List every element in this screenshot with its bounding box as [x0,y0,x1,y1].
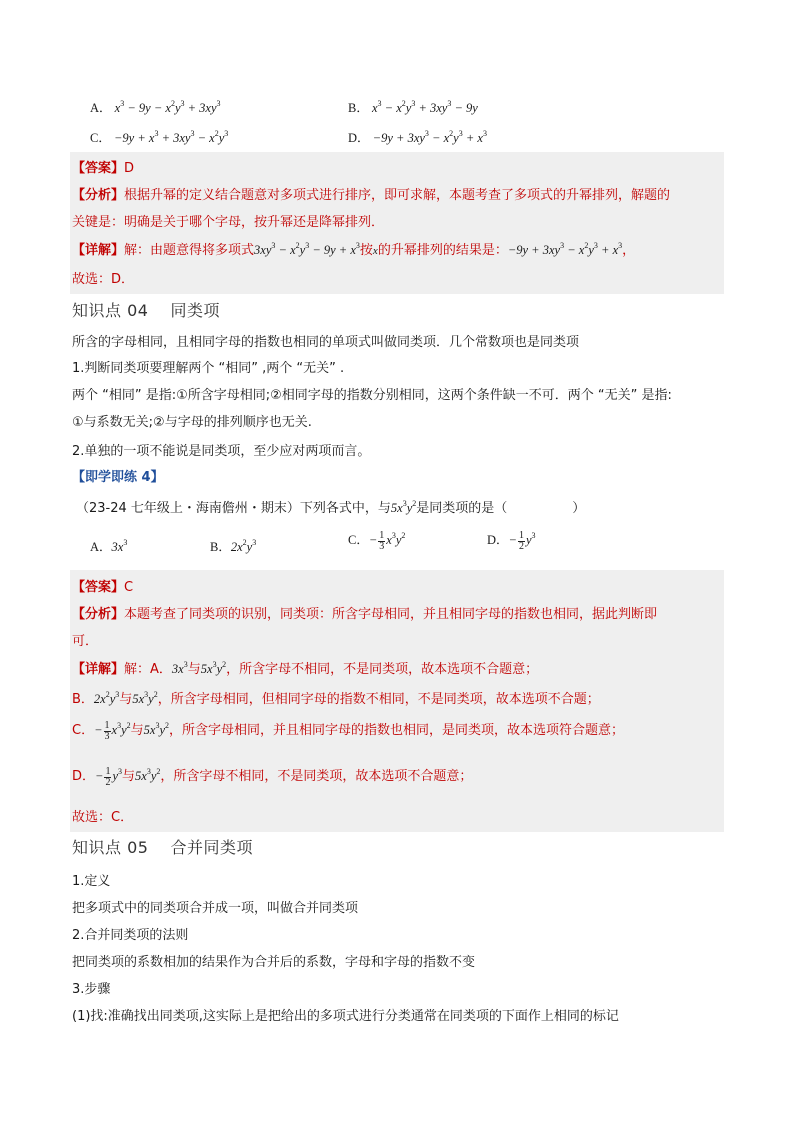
detail-b-practice4: B．$2x^2y^3$与$5x^3y^2$，所含字母相同，但相同字母的指数不相同，不是同类项，故本选项不合题； [72,690,600,707]
kp4-rule-1: 1.判断同类项要理解两个 “相同” ,两个 “无关” . [72,361,345,376]
kp5-section-1: 1.定义 [72,874,111,889]
option-a-expr: $x^3 - 9y - x^2y^3 + 3xy^3$ [114,99,221,115]
kp5-section-2-text: 把同类项的系数相加的结果作为合并后的系数，字母和字母的指数不变 [72,955,476,970]
practice4-option-b: B．$2x^2y^3$ [210,538,257,554]
practice4-tag: 【即学即练 4】 [72,470,164,485]
answer-line-q3: 【答案】D [72,161,135,176]
option-d: D． $-9y + 3xy^3 - x^2y^3 + x^3$ [348,129,487,145]
option-a: A． $x^3 - 9y - x^2y^3 + 3xy^3$ [90,99,221,115]
detail-c-practice4: C．− $\frac{1}{3}$ $x^3y^2$与$5x^3y^2$，所含字母相同，并且相同字母的指数也相同，是同类项，故本选项符合题意； [72,719,625,742]
conclusion-q3: 故选：D． [72,272,135,287]
kp5-section-3-text: (1)找:准确找出同类项,这实际上是把给出的多项式进行分类通常在同类项的下面作上相同的标记 [72,1009,619,1024]
detail-expr-q3: $3xy^3 - x^2y^3 - 9y + x^3$ [254,241,360,257]
detail-d-practice4: D．− $\frac{1}{2}$ $y^3$与$5x^3y^2$，所含字母不相同，不是同类项，故本选项不合题意； [72,765,473,788]
option-c-expr: $-9y + x^3 + 3xy^3 - x^2y^3$ [113,129,229,145]
kp5-title: 知识点 05 合并同类项 [72,838,254,857]
practice4-option-a: A．$3x^3$ [90,538,128,554]
kp4-title: 知识点 04 同类项 [72,301,221,320]
conclusion-practice4: 故选：C． [72,810,134,825]
kp4-rule-2: 2.单独的一项不能说是同类项，至少应对两项而言。 [72,444,371,459]
practice4-option-d: D．− $\frac{1}{2}$ $y^3$ [487,529,536,552]
kp5-section-1-text: 把多项式中的同类项合并成一项，叫做合并同类项 [72,901,359,916]
kp4-rule-1-detail-2: ①与系数无关;②与字母的排列顺序也无关. [72,415,312,430]
option-c: C． $-9y + x^3 + 3xy^3 - x^2y^3$ [90,129,229,145]
kp5-section-3: 3.步骤 [72,982,111,997]
kp5-section-2: 2.合并同类项的法则 [72,928,189,943]
practice4-option-c: C．− $\frac{1}{3}$ $x^3y^2$ [348,529,406,552]
analysis-line-practice4: 【分析】本题考查了同类项的识别，同类项：所含字母相同，并且相同字母的指数也相同，据此判断即 [72,607,658,622]
option-b-expr: $x^3 - x^2y^3 + 3xy^3 - 9y$ [371,99,478,115]
detail-result-q3: $-9y + 3xy^3 - x^2y^3 + x^3$ [507,241,623,257]
analysis-line2-q3: 关键是：明确是关于哪个字母，按升幂还是降幂排列． [72,215,385,230]
answer-line-practice4: 【答案】C [72,580,134,595]
analysis-line-q3: 【分析】根据升幂的定义结合题意对多项式进行排序，即可求解，本题考查了多项式的升幂排列，解题的 [72,188,671,203]
kp4-definition: 所含的字母相同，且相同字母的指数也相同的单项式叫做同类项．几个常数项也是同类项 [72,335,580,350]
practice4-stem: （23-24 七年级上・海南儋州・期末）下列各式中，与$5x^3y^2$是同类项的是（ ） [76,499,586,516]
kp4-rule-1-detail: 两个 “相同” 是指:①所含字母相同;②相同字母的指数分别相同，这两个条件缺一不可．两个 “无关” 是指: [72,388,672,403]
option-b: B． $x^3 - x^2y^3 + 3xy^3 - 9y$ [348,99,478,115]
detail-a-practice4: 【详解】解：A．$3x^3$与$5x^3y^2$，所含字母不相同，不是同类项，故本选项不合题意； [72,660,539,677]
detail-line-q3: 【详解】解：由题意得将多项式$3xy^3 - x^2y^3 - 9y + x^3$按x的升幂排列的结果是：$-9y + 3xy^3 - x^2y^3 + x^3$， [72,241,636,258]
option-d-expr: $-9y + 3xy^3 - x^2y^3 + x^3$ [372,129,487,145]
analysis-line2-practice4: 可． [72,634,99,649]
